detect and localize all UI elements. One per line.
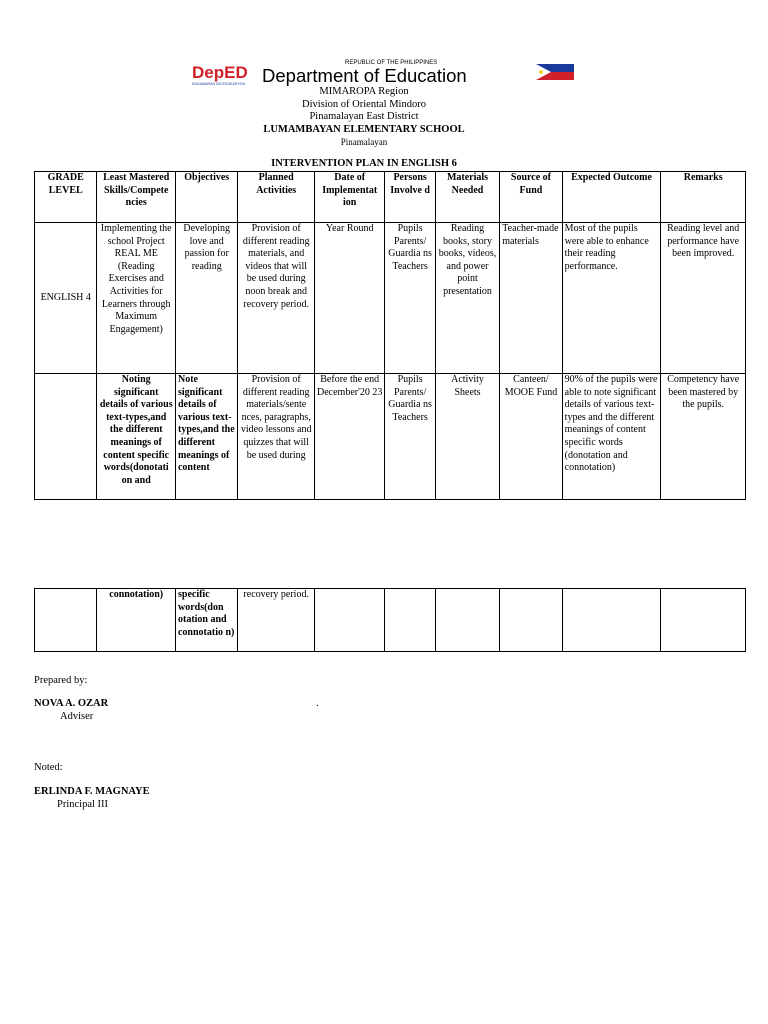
town-line: Pinamalayan [340,137,388,147]
cell-fund: Teacher-made materials [500,223,562,374]
table-row [35,374,746,500]
philippine-flag-icon [536,64,574,80]
header-grade-level: GRADE LEVEL [35,172,97,223]
cell-activities: Provision of different reading materials/sente nces, paragraphs, video lessons and quizzes that will be used during [238,374,315,500]
cell-objectives: specific words(don otation and connotatio n) [175,589,237,652]
deped-tagline: KAGAWARAN NG EDUKASYON [192,82,246,86]
table-row [35,589,746,652]
stray-dot: . [316,698,319,709]
cell-grade-level [35,589,97,652]
cell-skills: Noting significant details of various text-types,and the different meanings of content specific words(donotati on and [97,374,176,500]
department-title: Department of Education [262,65,467,86]
header-date: Date of Implementat ion [314,172,384,223]
plan-title: INTERVENTION PLAN IN ENGLISH 6 [271,158,457,169]
cell-objectives: Note significant details of various text-types,and the different meanings of content [175,374,237,500]
preparer-name: NOVA A. OZAR [34,698,109,709]
cell-persons: Pupils Parents/ Guardia ns Teachers [385,374,435,500]
deped-header-logo [190,58,590,88]
table-header-row [35,172,746,223]
cell-date [314,589,384,652]
cell-persons [385,589,435,652]
republic-text: REPUBLIC OF THE PHILIPPINES [345,60,438,66]
noter-name: ERLINDA F. MAGNAYE [34,786,150,797]
preparer-title: Adviser [60,711,94,722]
intervention-table-continued [34,588,746,652]
cell-fund [500,589,562,652]
cell-remarks [661,589,746,652]
cell-outcome: 90% of the pupils were able to note significant details of various text-types and the different meanings of content specific words (donotation and connotation) [562,374,661,500]
header-fund: Source of Fund [500,172,562,223]
header-remarks: Remarks [661,172,746,223]
cell-fund: Canteen/ MOOE Fund [500,374,562,500]
intervention-table [34,171,746,500]
cell-grade-level [35,374,97,500]
header-persons: Persons Involve d [385,172,435,223]
cell-date: Year Round [314,223,384,374]
cell-grade-level: ENGLISH 4 [35,223,97,374]
header-skills: Least Mastered Skills/Compete ncies [97,172,176,223]
header-materials: Materials Needed [435,172,499,223]
district-line: Pinamalayan East District [309,111,419,122]
cell-remarks: Competency have been mastered by the pupils. [661,374,746,500]
cell-skills: Implementing the school Project REAL ME (Reading Exercises and Activities for Learners through Maximum Engagement) [97,223,176,374]
noted-label: Noted: [34,762,63,773]
deped-logo-text: DepED [192,63,248,82]
cell-persons: Pupils Parents/ Guardia ns Teachers [385,223,435,374]
header-activities: Planned Activities [238,172,315,223]
cell-remarks: Reading level and performance have been improved. [661,223,746,374]
cell-materials: Reading books, story books, videos, and power point presentation [435,223,499,374]
noter-title: Principal III [57,799,109,810]
header-objectives: Objectives [175,172,237,223]
cell-outcome [562,589,661,652]
table-row [35,223,746,374]
cell-objectives: Developing love and passion for reading [175,223,237,374]
school-name: LUMAMBAYAN ELEMENTARY SCHOOL [263,124,465,135]
header-outcome: Expected Outcome [562,172,661,223]
cell-skills: connotation) [97,589,176,652]
cell-materials: Activity Sheets [435,374,499,500]
prepared-by-label: Prepared by: [34,675,88,686]
region-line: MIMAROPA Region [319,86,409,97]
cell-activities: recovery period. [238,589,315,652]
cell-outcome: Most of the pupils were able to enhance their reading performance. [562,223,661,374]
cell-date: Before the end December'20 23 [314,374,384,500]
division-line: Division of Oriental Mindoro [302,99,426,110]
cell-materials [435,589,499,652]
cell-activities: Provision of different reading materials, and videos that will be used during noon break and recovery period. [238,223,315,374]
